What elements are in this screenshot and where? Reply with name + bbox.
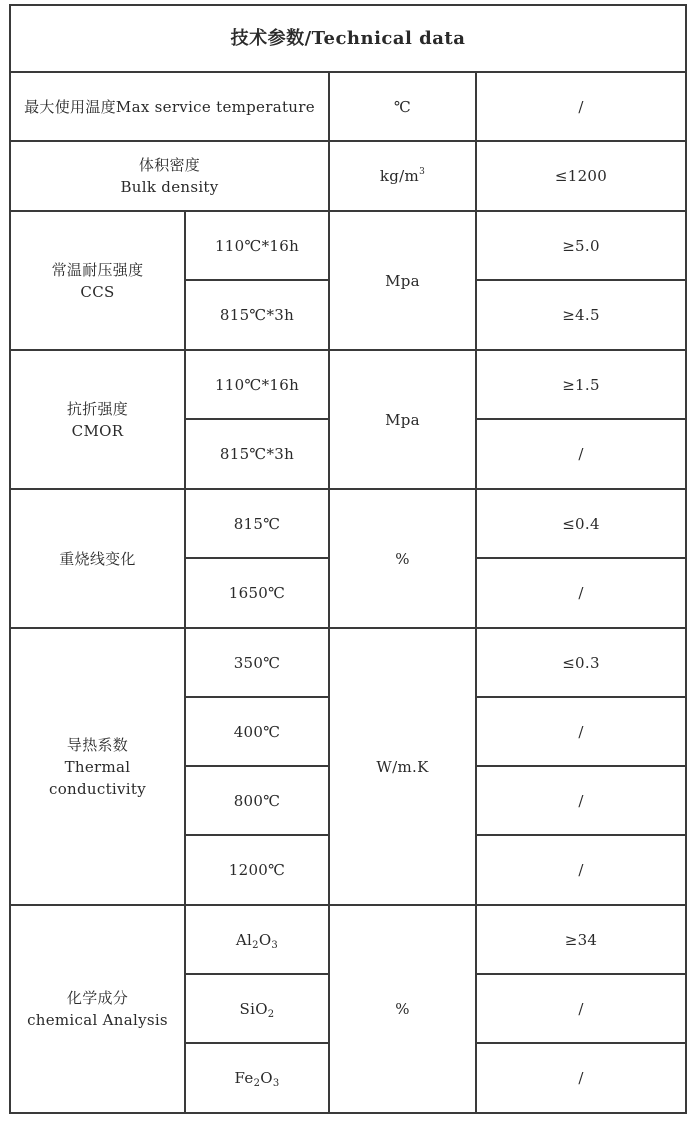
ccs-condition: 110℃*16h: [214, 236, 300, 255]
max-temp-value: /: [578, 97, 584, 116]
thermal-label-en-2: conductivity: [49, 779, 146, 798]
reheat-condition: 815℃: [233, 514, 281, 533]
ccs-value: ≥4.5: [562, 306, 600, 324]
chemical-label-cn: 化学成分: [66, 989, 129, 1007]
bulk-density-unit: [330, 142, 475, 210]
chemical-condition-fe2o3: $Fe_2O_3$: [234, 1069, 280, 1089]
bulk-density-value: ≤1200: [554, 167, 608, 185]
thermal-value: /: [578, 861, 584, 879]
cmor-unit: Mpa: [385, 410, 420, 429]
chemical-value: ≥34: [564, 930, 598, 949]
chemical-value: /: [578, 1069, 584, 1087]
reheat-unit: %: [395, 549, 410, 568]
cmor-label-cn: 抗折强度: [66, 399, 129, 418]
max-temp-unit: ℃: [393, 97, 412, 116]
thermal-value: ≤0.3: [562, 653, 600, 672]
chemical-condition-sio2: SiO$_2$: [239, 999, 275, 1020]
thermal-condition: 350℃: [233, 653, 281, 672]
cmor-condition: 110℃*16h: [214, 375, 300, 394]
thermal-label-en-1: Thermal: [64, 757, 131, 776]
thermal-value: /: [578, 791, 584, 810]
thermal-condition: 400℃: [233, 722, 281, 741]
ccs-label: [11, 212, 184, 349]
chemical-label-en: chemical Analysis: [27, 1011, 168, 1029]
chemical-value: /: [578, 999, 584, 1018]
reheat-condition: 1650℃: [228, 584, 286, 602]
thermal-label-cn: 导热系数: [66, 735, 129, 754]
reheat-value: /: [578, 584, 584, 602]
ccs-condition: 815℃*3h: [219, 306, 295, 324]
bulk-density-label-cn: 体积密度: [138, 156, 201, 174]
chemical-condition-al2o3: $Al_2O_3$: [235, 930, 279, 951]
cmor-label: [11, 351, 184, 488]
ccs-value: ≥5.0: [562, 236, 600, 255]
table-title: 技术参数/Technical data: [230, 27, 466, 49]
ccs-label-en: CCS: [80, 282, 115, 301]
max-temp-label: 最大使用温度Max service temperature: [24, 97, 315, 116]
cmor-value: ≥1.5: [562, 375, 600, 394]
bulk-density-unit-exponent: 3: [419, 167, 426, 177]
cmor-label-en: CMOR: [71, 421, 124, 440]
thermal-value: /: [578, 722, 584, 741]
reheat-value: ≤0.4: [562, 514, 600, 533]
cmor-value: /: [578, 445, 584, 463]
rule: [9, 1112, 686, 1114]
rule: [685, 4, 687, 1114]
reheat-label: 重烧线变化: [59, 549, 136, 568]
thermal-label: [11, 629, 184, 904]
thermal-condition: 800℃: [233, 791, 281, 810]
ccs-unit: Mpa: [385, 271, 420, 290]
bulk-density-label: [11, 142, 328, 210]
bulk-density-unit-base: kg/m: [379, 167, 420, 185]
thermal-unit: W/m.K: [376, 757, 429, 776]
thermal-condition: 1200℃: [228, 861, 286, 879]
bulk-density-label-en: Bulk density: [120, 178, 219, 196]
ccs-label-cn: 常温耐压强度: [51, 260, 144, 279]
chemical-unit: %: [395, 1000, 410, 1018]
cmor-condition: 815℃*3h: [219, 445, 295, 463]
chemical-label: [11, 906, 184, 1112]
